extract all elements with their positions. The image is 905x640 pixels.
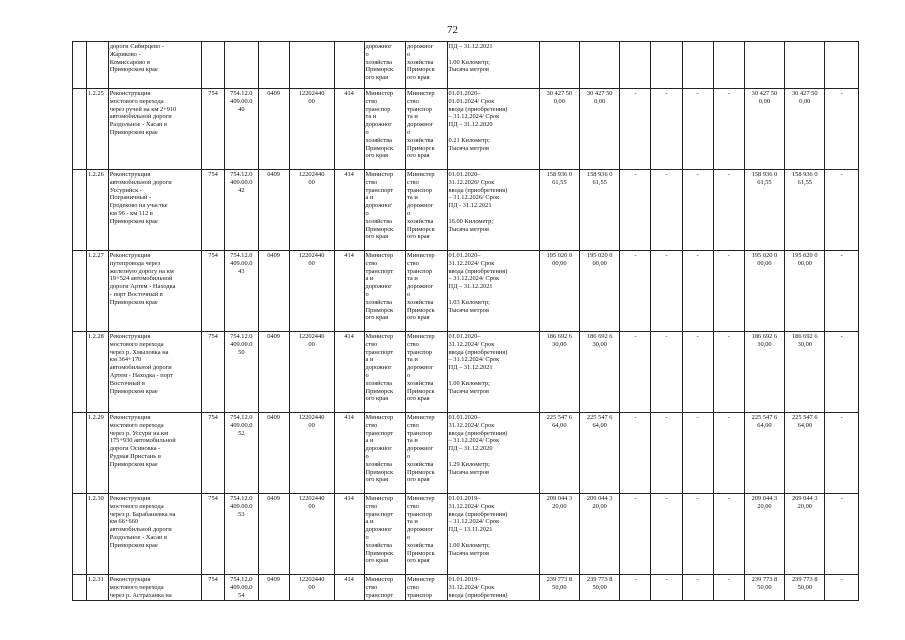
ministry-code-cell: 754 <box>202 575 225 601</box>
object-name-cell: дороги Сибирцево - Жариково - Комиссарово в Приморском крае <box>108 42 201 89</box>
organization-cell: Министер ство транспор та и дорожног о хозяйства Приморск ого края <box>406 413 447 494</box>
table-cell <box>86 42 108 89</box>
object-code-cell: 754.12.0 409.00.0 50 <box>225 332 258 413</box>
amount-cell: - <box>682 89 713 170</box>
section-code-cell: 0409 <box>258 413 289 494</box>
organization-cell: Министер ство транспорт а и дорожног о хозяйства Приморск ого края <box>364 413 405 494</box>
ministry-code-cell: 754 <box>202 413 225 494</box>
organization-cell: Министер ство транспор та и дорожног о хозяйства Приморск ого края <box>406 494 447 575</box>
table-cell <box>258 42 289 89</box>
amount-cell: 195 020 0 00,00 <box>580 251 620 332</box>
period-cell: 01.01.2019– 31.12.2024/ Срок ввода (приобретения) <box>447 575 539 601</box>
organization-cell: Министер ство транспор та и дорожног о хозяйства Приморск ого края <box>406 89 447 170</box>
period-cell: 01.01.2019– 31.12.2024/ Срок ввода (приобретения) – 31.12.2024/ Срок ПД – 13.11.2021 1.00 Километр; Тысяча метров <box>447 494 539 575</box>
table-cell <box>225 42 258 89</box>
amount-cell: - <box>825 413 859 494</box>
table-cell <box>73 251 87 332</box>
object-name-cell: Реконструкция автомобильной дороги Уссурийск - Пограничный - Гродеково на участке км 96 - км 112 в Приморском крае <box>108 170 201 251</box>
table-row-continuation <box>73 42 859 89</box>
organization-cell: Министер ство транспорт <box>364 575 405 601</box>
section-code-cell: 0409 <box>258 494 289 575</box>
amount-cell: - <box>713 170 744 251</box>
amount-cell: - <box>825 494 859 575</box>
amount-cell: 239 773 8 50,00 <box>580 575 620 601</box>
amount-cell: - <box>620 251 651 332</box>
amount-cell: - <box>713 332 744 413</box>
amount-cell: 186 692 6 30,00 <box>539 332 579 413</box>
section-code-cell: 0409 <box>258 332 289 413</box>
table-cell <box>289 42 334 89</box>
expense-type-cell: 414 <box>334 494 364 575</box>
organization-cell: Министер ство транспор та и дорожног о хозяйства Приморск ого края <box>406 170 447 251</box>
section-code-cell: 0409 <box>258 89 289 170</box>
ministry-code-cell: 754 <box>202 251 225 332</box>
amount-cell: - <box>682 170 713 251</box>
table-cell <box>73 575 87 601</box>
amount-cell: - <box>825 575 859 601</box>
amount-cell: - <box>713 575 744 601</box>
period-cell: ПД – 31.12.2021 1.00 Километр; Тысяча метров <box>447 42 539 89</box>
organization-cell: Министер ство транспорт а и дорожног о хозяйства Приморск ого края <box>364 251 405 332</box>
amount-cell: 225 547 6 64,00 <box>785 413 825 494</box>
organization-cell: Министер ство транспорт а и дорожног о хозяйства Приморск ого края <box>364 332 405 413</box>
object-code-cell: 754.12.0 409.00.0 40 <box>225 89 258 170</box>
table-row <box>73 251 859 332</box>
table-cell <box>620 42 651 89</box>
amount-cell: - <box>713 89 744 170</box>
organization-cell: Министер ство транспор та и дорожног о хозяйства Приморск ого края <box>364 89 405 170</box>
amount-cell: - <box>682 494 713 575</box>
row-number-cell: 1.2.28 <box>86 332 108 413</box>
amount-cell: - <box>682 575 713 601</box>
table-cell <box>682 42 713 89</box>
period-cell: 01.01.2020– 31.12.2024/ Срок ввода (приобретения) – 31.12.2024/ Срок ПД – 31.12.2021 1.03 Километр; Тысяча метров <box>447 251 539 332</box>
organization-cell: Министер ство транспорт а и дорожног о хозяйства Приморск ого края <box>364 170 405 251</box>
object-code-cell: 754.12.0 409.00.0 53 <box>225 494 258 575</box>
expense-type-cell: 414 <box>334 575 364 601</box>
amount-cell: - <box>713 251 744 332</box>
amount-cell: - <box>620 413 651 494</box>
amount-cell: - <box>620 89 651 170</box>
table-cell <box>73 170 87 251</box>
amount-cell: 239 773 8 50,00 <box>785 575 825 601</box>
object-code-cell: 754.12.0 409.00.0 54 <box>225 575 258 601</box>
expense-type-cell: 414 <box>334 251 364 332</box>
table-cell <box>73 89 87 170</box>
table-cell <box>202 42 225 89</box>
amount-cell: - <box>825 332 859 413</box>
object-name-cell: Реконструкция мостового перехода через р. Хмыловка на км 364+170 автомобильной дороги Артем - Находка - порт Восточный в Приморском крае <box>108 332 201 413</box>
amount-cell: 225 547 6 64,00 <box>744 413 784 494</box>
amount-cell: 225 547 6 64,00 <box>580 413 620 494</box>
amount-cell: 186 692 6 30,00 <box>744 332 784 413</box>
organization-cell: дорожног о хозяйства Приморск ого края <box>406 42 447 89</box>
amount-cell: 195 020 0 00,00 <box>785 251 825 332</box>
amount-cell: 195 020 0 00,00 <box>539 251 579 332</box>
amount-cell: - <box>825 170 859 251</box>
amount-cell: 158 936 0 61,55 <box>744 170 784 251</box>
budget-table <box>72 41 859 601</box>
amount-cell: - <box>651 575 682 601</box>
table-row <box>73 413 859 494</box>
object-code-cell: 754.12.0 409.00.0 43 <box>225 251 258 332</box>
amount-cell: - <box>713 413 744 494</box>
amount-cell: 158 936 0 61,55 <box>539 170 579 251</box>
amount-cell: 209 044 3 20,00 <box>539 494 579 575</box>
amount-cell: 158 936 0 61,55 <box>580 170 620 251</box>
ministry-code-cell: 754 <box>202 494 225 575</box>
row-number-cell: 1.2.26 <box>86 170 108 251</box>
expense-type-cell: 414 <box>334 413 364 494</box>
table-cell <box>73 42 87 89</box>
amount-cell: - <box>825 251 859 332</box>
amount-cell: - <box>713 494 744 575</box>
amount-cell: - <box>651 170 682 251</box>
period-cell: 01.01.2020– 31.12.2026/ Срок ввода (приобретения) – 31.12.2026/ Срок ПД - 31.12.2021 16.00 Километр; Тысяча метров <box>447 170 539 251</box>
amount-cell: - <box>651 89 682 170</box>
table-cell <box>651 42 682 89</box>
table-cell <box>744 42 784 89</box>
section-code-cell: 0409 <box>258 170 289 251</box>
period-cell: 01.01.2020– 31.12.2024/ Срок ввода (приобретения) – 31.12.2024/ Срок ПД – 31.12.2021 1.00 Километр; Тысяча метров <box>447 332 539 413</box>
organization-cell: дорожног о хозяйства Приморск ого края <box>364 42 405 89</box>
amount-cell: 30 427 50 0,00 <box>785 89 825 170</box>
row-number-cell: 1.2.31 <box>86 575 108 601</box>
section-code-cell: 0409 <box>258 251 289 332</box>
expense-type-cell: 414 <box>334 89 364 170</box>
object-name-cell: Реконструкция путепровода через железную дорогу на км 19+524 автомобильной дороги Артем - Находка - порт Восточный в Приморском крае <box>108 251 201 332</box>
period-cell: 01.01.2020– 01.01.2024/ Срок ввода (приобретения) – 31.12.2024/ Срок ПД – 31.12.2020 0.21 Километр; Тысяча метров <box>447 89 539 170</box>
amount-cell: - <box>651 251 682 332</box>
row-number-cell: 1.2.29 <box>86 413 108 494</box>
organization-cell: Министер ство транспор <box>406 575 447 601</box>
object-name-cell: Реконструкция мостового перехода через ручей на км 2+910 автомобильной дороги Раздольное - Хасан в Приморском крае <box>108 89 201 170</box>
target-article-cell: 12202440 00 <box>289 251 334 332</box>
organization-cell: Министер ство транспор та и дорожног о хозяйства Приморск ого края <box>406 332 447 413</box>
amount-cell: 209 044 3 20,00 <box>785 494 825 575</box>
target-article-cell: 12202440 00 <box>289 413 334 494</box>
amount-cell: 30 427 50 0,00 <box>580 89 620 170</box>
object-code-cell: 754.12.0 409.00.0 52 <box>225 413 258 494</box>
table-cell <box>73 332 87 413</box>
table-cell <box>73 494 87 575</box>
table-row <box>73 575 859 601</box>
table-cell <box>334 42 364 89</box>
amount-cell: - <box>620 494 651 575</box>
amount-cell: 30 427 50 0,00 <box>539 89 579 170</box>
amount-cell: - <box>651 413 682 494</box>
amount-cell: - <box>825 89 859 170</box>
amount-cell: 186 692 6 30,00 <box>785 332 825 413</box>
target-article-cell: 12202440 00 <box>289 494 334 575</box>
amount-cell: 30 427 50 0,00 <box>744 89 784 170</box>
amount-cell: - <box>651 494 682 575</box>
row-number-cell: 1.2.25 <box>86 89 108 170</box>
object-name-cell: Реконструкция мостового перехода через р. Астраханка на <box>108 575 201 601</box>
ministry-code-cell: 754 <box>202 332 225 413</box>
amount-cell: - <box>682 251 713 332</box>
page-number: 72 <box>447 24 458 36</box>
table-cell <box>73 413 87 494</box>
amount-cell: 209 044 3 20,00 <box>580 494 620 575</box>
amount-cell: 186 692 6 30,00 <box>580 332 620 413</box>
amount-cell: 158 936 0 61,55 <box>785 170 825 251</box>
expense-type-cell: 414 <box>334 332 364 413</box>
table-row <box>73 170 859 251</box>
amount-cell: - <box>620 170 651 251</box>
target-article-cell: 12202440 00 <box>289 575 334 601</box>
object-code-cell: 754.12.0 409.00.0 42 <box>225 170 258 251</box>
organization-cell: Министер ство транспорт а и дорожног о хозяйства Приморск ого края <box>364 494 405 575</box>
amount-cell: 209 044 3 20,00 <box>744 494 784 575</box>
section-code-cell: 0409 <box>258 575 289 601</box>
table-cell <box>785 42 825 89</box>
object-name-cell: Реконструкция мостового перехода через р. Барабашевка на км 66+660 автомобильной дороги Раздольное - Хасан в Приморском крае <box>108 494 201 575</box>
amount-cell: 239 773 8 50,00 <box>744 575 784 601</box>
amount-cell: 225 547 6 64,00 <box>539 413 579 494</box>
period-cell: 01.01.2020– 31.12.2024/ Срок ввода (приобретения) – 31.12.2024/ Срок ПД – 31.12.2020 1.29 Километр; Тысяча метров <box>447 413 539 494</box>
target-article-cell: 12202440 00 <box>289 332 334 413</box>
ministry-code-cell: 754 <box>202 170 225 251</box>
ministry-code-cell: 754 <box>202 89 225 170</box>
table-cell <box>825 42 859 89</box>
amount-cell: - <box>682 332 713 413</box>
row-number-cell: 1.2.30 <box>86 494 108 575</box>
expense-type-cell: 414 <box>334 170 364 251</box>
amount-cell: - <box>620 332 651 413</box>
row-number-cell: 1.2.27 <box>86 251 108 332</box>
table-cell <box>713 42 744 89</box>
table-row <box>73 494 859 575</box>
amount-cell: 239 773 8 50,00 <box>539 575 579 601</box>
target-article-cell: 12202440 00 <box>289 89 334 170</box>
target-article-cell: 12202440 00 <box>289 170 334 251</box>
table-row <box>73 89 859 170</box>
amount-cell: 195 020 0 00,00 <box>744 251 784 332</box>
amount-cell: - <box>620 575 651 601</box>
table-cell <box>580 42 620 89</box>
table-cell <box>539 42 579 89</box>
amount-cell: - <box>651 332 682 413</box>
amount-cell: - <box>682 413 713 494</box>
organization-cell: Министер ство транспор та и дорожног о хозяйства Приморск ого края <box>406 251 447 332</box>
object-name-cell: Реконструкция мостового перехода через р. Уссури на км 175+930 автомобильной дороги Осиновка - Рудная Пристань в Приморском крае <box>108 413 201 494</box>
table-row <box>73 332 859 413</box>
